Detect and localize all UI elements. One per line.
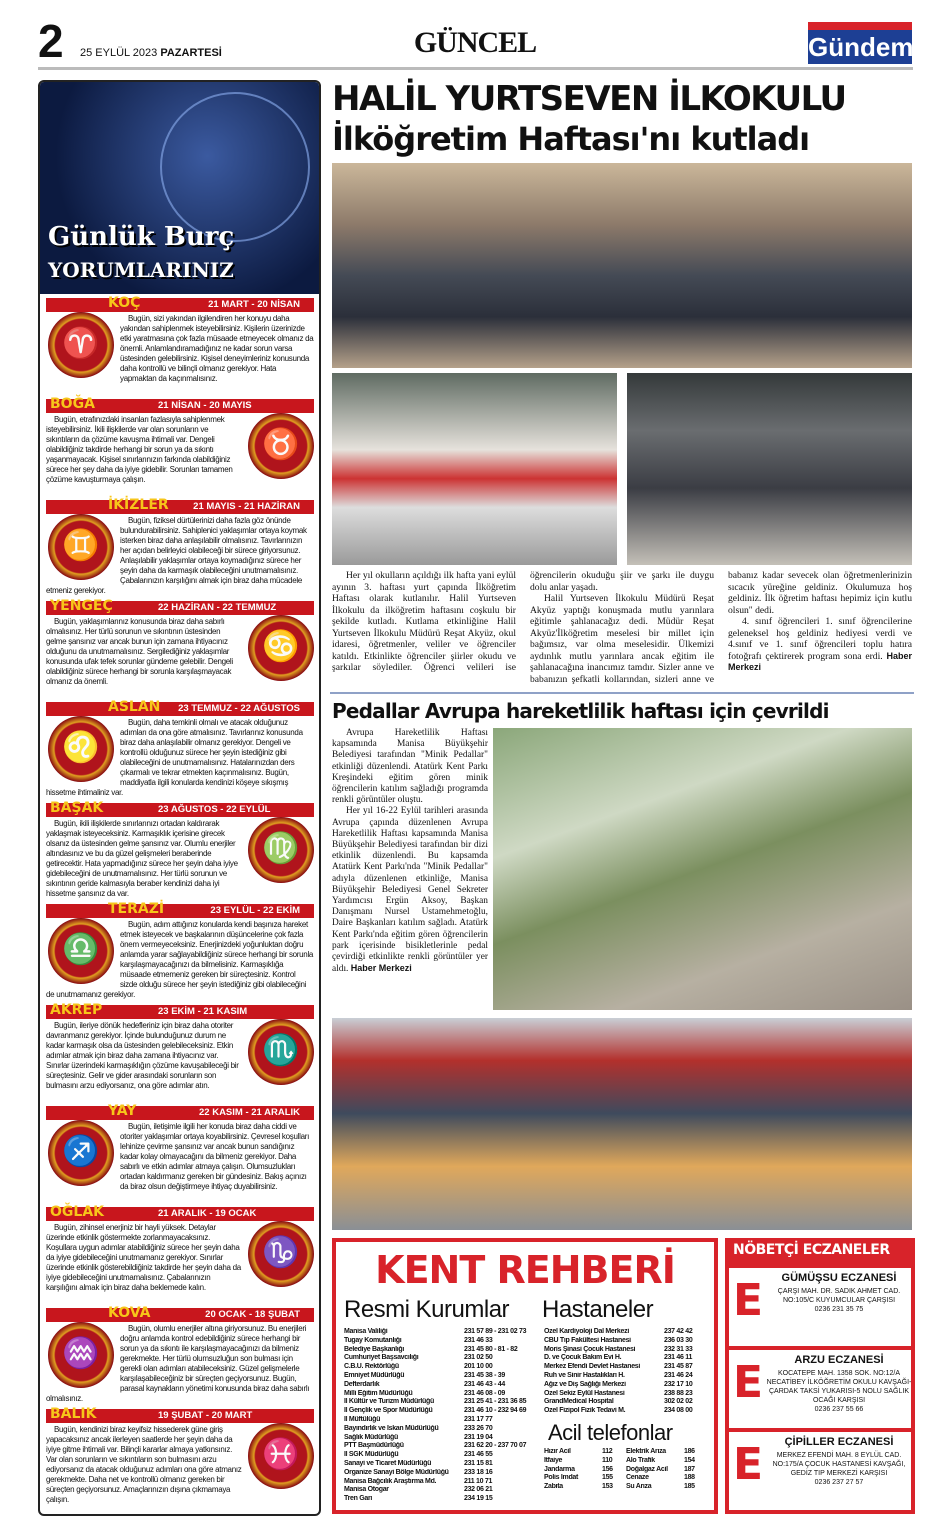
emergency-name: Zabıta: [544, 1483, 563, 1491]
sign-name: ASLAN: [108, 699, 161, 715]
sign-reading: Bugün, yaklaşımlarınız konusunda biraz daha sabırlı olmalısınız. Her türlü sorunun ve sıkıntının üstesinden gelme şansınız var ancak bunun için zamana ihtiyacınız olduğunu da unutmamalısınız. Sergilediğiniz yaklaşımlar konusunda ufak tefek sorunlar gündeme gelebilir. Dengeli olabildiğiniz sürece herhangi bir sorunla karşılaşmayacak olmanız da önemli.: [46, 617, 233, 686]
official-institutions-title: Resmi Kurumlar: [344, 1296, 510, 1323]
sign-body: [46, 415, 314, 485]
sign-reading: Bugün, zihinsel enerjiniz bir hayli yüksek. Detaylar üzerinde etkinlik göstermekte zorlanmayacaksınız. Koşullara uygun adımlar atabildiğiniz sürece her şeyin daha da iyiye gidebileceğini unutmamanız gerekiyor. Sınırlar üzerinde etkinlik gösterebildiğiniz takdirde her şeyin daha da iyiye gidebileceğini unutmamalısınız. Çabalarınızın karşılığını almak için biraz daha beklemede kalın.: [46, 1223, 241, 1292]
section-title: GÜNCEL: [413, 26, 537, 59]
directory-row: [544, 1398, 712, 1407]
zodiac-sign-icon: ♌: [48, 716, 114, 782]
emergency-title: Acil telefonlar: [548, 1420, 673, 1445]
sign-body: [46, 1122, 314, 1192]
sign-reading: Bugün, olumlu enerjiler altına giriyorsunuz. Bu enerjileri doğru anlamda kontrol edebildiğiniz sürece herhangi bir sorun ya da sıkıntı ile karşılaşmayacağınızı da bilmeniz gerekmekte. Her türlü olumsuzluğun son bulması için gerekli olan adımları atabileceksiniz. Güzel gelişmelerle karşılaşabileceğiniz bir süreçten geçiyorsunuz. Bugün, parasal kaynakların yönetimi konusunda biraz daha sabırlı olmalısınız.: [46, 1324, 310, 1403]
horoscope-sign: [46, 901, 314, 1005]
directory-phone: 201 10 00: [464, 1363, 493, 1371]
emergency-row: [626, 1457, 708, 1466]
sign-name: İKİZLER: [108, 497, 169, 513]
directory-name: CBÜ Tıp Fakültesi Hastanesi: [544, 1336, 631, 1344]
sign-date-range: 22 KASIM - 21 ARALIK: [199, 1107, 300, 1118]
directory-row: [344, 1407, 540, 1416]
directory-name: Emniyet Müdürlüğü: [344, 1371, 405, 1379]
zodiac-wheel-icon: [160, 92, 310, 242]
directory-name: Sanayi ve Ticaret Müdürlüğü: [344, 1459, 432, 1467]
directory-phone: 211 10 71: [464, 1477, 493, 1485]
directory-name: Manisa Otogar: [344, 1486, 389, 1494]
sign-date-range: 23 TEMMUZ - 22 AĞUSTOS: [178, 703, 300, 714]
emergency-number: 112: [602, 1448, 613, 1455]
emergency-row: [544, 1466, 626, 1475]
article1-paragraph: 4. sınıf öğrencileri 1. sınıf öğrencilerine geleneksel hoş geldiniz hediyesi verdi ve 4.sınıf ve 1. sınıf öğrencileri toplu hatıra fotoğrafı çektirerek program sona erdi.: [728, 616, 912, 662]
directory-row: [344, 1346, 540, 1355]
zodiac-sign-icon: ♊: [48, 514, 114, 580]
sign-reading: Bugün, iletişimle ilgili her konuda biraz daha ciddi ve otoriter yaklaşımlar ortaya koyabilirsiniz. Çevresel koşulları lehinize çevirme şansınız var ancak bunun sandığınız kadar kolay olmayacağını da bilmeniz gerekiyor. Daha sabırlı ve etkin adımlar atmaya çalışın. Olumsuzlukları ortadan kaldırmanız gereken bir gündesiniz. Bakış açınızı da biraz olsun değiştirmeye ihtiyaç duyabilirsiniz.: [120, 1122, 310, 1191]
directory-name: Bayındırlık ve İskan Müdürlüğü: [344, 1424, 439, 1432]
zodiac-sign-icon: ♈: [48, 312, 114, 378]
pharmacy-name: ÇİPİLLER ECZANESİ: [784, 1436, 894, 1448]
article1-signature: Haber Merkezi: [728, 650, 913, 672]
emergency-row: [544, 1483, 626, 1492]
emergency-number: 188: [684, 1474, 695, 1482]
pharmacy-card: [729, 1268, 911, 1346]
directory-row: [544, 1390, 712, 1399]
sign-name: KOVA: [108, 1305, 151, 1321]
horoscope-sign: [46, 295, 314, 399]
weekday: PAZARTESİ: [160, 47, 222, 59]
city-guide: [332, 1238, 718, 1514]
emergency-name: Hızır Acil: [544, 1448, 571, 1455]
pharmacy-name: GÜMÜŞSU ECZANESİ: [781, 1272, 897, 1284]
directory-phone: 231 46 24: [664, 1371, 693, 1379]
emergency-row: [544, 1457, 626, 1466]
directory-row: [544, 1337, 712, 1346]
city-guide-title: KENT REHBERİ: [375, 1248, 675, 1292]
directory-name: GrandMedical Hospital: [544, 1398, 614, 1406]
sign-name: YAY: [108, 1103, 137, 1119]
horoscope-sign: [46, 699, 314, 803]
emergency-number: 156: [602, 1465, 613, 1473]
directory-phone: 231 02 50: [464, 1354, 493, 1362]
directory-row: [344, 1328, 540, 1337]
directory-phone: 236 03 30: [664, 1336, 693, 1344]
directory-name: Sağlık Müdürlüğü: [344, 1433, 398, 1441]
official-institutions-list: [344, 1328, 540, 1504]
zodiac-sign-icon: ♎: [48, 918, 114, 984]
directory-row: [344, 1495, 540, 1504]
sign-name: YENGEÇ: [50, 598, 113, 614]
directory-phone: 231 46 43 - 44: [464, 1380, 505, 1388]
zodiac-sign-icon: ♒: [48, 1322, 114, 1388]
pharmacy-name: ARZU ECZANESİ: [794, 1354, 884, 1366]
pharmacy-address-text: ÇARŞI MAH. DR. SADIK AHMET CAD. NO:105/C KUYUMCULAR ÇARŞISI: [777, 1288, 901, 1304]
pharmacy-address-text: MERKEZ EFENDİ MAH. 8 EYLÜL CAD. NO:175/A ÇOCUK HASTANESİ KAVŞAĞI, GEDİZ TIP MERKEZİ KARŞISI: [772, 1452, 906, 1477]
directory-name: Cumhuriyet Başsavcılığı: [344, 1354, 419, 1362]
article1-text: [332, 570, 912, 688]
directory-name: Özel Sekiz Eylül Hastanesi: [544, 1389, 625, 1397]
cycling-event-group-photo: [332, 1018, 912, 1230]
sign-name: TERAZİ: [108, 901, 165, 917]
emergency-name: Doğalgaz Acil: [626, 1465, 668, 1473]
sign-reading: Bugün, ikili ilişkilerde sınırlarınızı ortadan kaldırarak yaklaşmak isteyeceksiniz. Karmaşıklık içerisine girecek olsanız da üstesinden gelme şansınız var. Olumlu enerjiler altındasınız ve bu da güzel gelişmeleri beraberinde getirecektir. Hata yapmadığınız sürece her şeyin daha iyiye gidebileceğini de unutmamalısınız. Her türlü sorunun ve sıkıntının geride kalmasıyla beraber kendinizi daha iyi hissetme şansınız da var.: [46, 819, 238, 898]
directory-phone: 302 02 02: [664, 1398, 693, 1406]
article2-signature: Haber Merkezi: [350, 963, 412, 974]
directory-name: Tren Garı: [344, 1495, 373, 1503]
zodiac-sign-icon: ♓: [248, 1423, 314, 1489]
directory-name: Merkez Efendi Devlet Hastanesi: [544, 1363, 641, 1371]
directory-phone: 233 26 70: [464, 1424, 493, 1432]
horoscope-sign: [46, 497, 314, 601]
emergency-number: 185: [684, 1483, 695, 1491]
directory-name: Belediye Başkanlığı: [344, 1345, 405, 1353]
horoscope-sign: [46, 1103, 314, 1207]
pharmacy-address: [765, 1451, 913, 1487]
zodiac-sign-icon: ♑: [248, 1221, 314, 1287]
directory-phone: 232 17 10: [664, 1380, 693, 1388]
emergency-row: [544, 1448, 626, 1457]
sign-reading: Bugün, ileriye dönük hedefleriniz için biraz daha otoriter davranmanız gerekiyor. İçinde bulunduğunuz durum ne kadar karmaşık olsa da üstesinden gelebileceksiniz. Etkin adımlar atmak için biraz daha zamana ihtiyacınız var. Sınırlar üzerindeki karmaşıklığın çözüme kavuşabileceği bir süreçtesiniz. Gelir ve gider arasındaki sorunların son bulmasını arzu ediyorsanız, ona göre adımlar atın.: [46, 1021, 239, 1090]
directory-phone: 231 25 41 - 231 36 85: [464, 1398, 527, 1406]
horoscope-sign: [46, 1204, 314, 1308]
sign-body: [46, 314, 314, 384]
zodiac-sign-icon: ♐: [48, 1120, 114, 1186]
directory-name: Ağız ve Diş Sağlığı Merkezi: [544, 1380, 626, 1388]
sign-reading: Bugün, fiziksel dürtülerinizi daha fazla göz önünde bulundurabilirsiniz. Sahiplenici yaklaşımlar ortaya koymak isterken biraz daha anlaşılabilir olmalısınız. Tavırlarınızın her açıdan belirleyici olabileceği bir sürece giriyorsunuz. Anlaşılabilir yaklaşımlar ortaya koymadığınız sürece her şeyin daha da karmaşık olabileceğini unutmamalısınız. Çabalarınızın karşılığını almak için biraz daha mücadele etmeniz gerekiyor.: [46, 516, 307, 595]
directory-row: [344, 1363, 540, 1372]
directory-name: Tugay Komutanlığı: [344, 1336, 402, 1344]
directory-name: Ruh ve Sinir Hastalıkları H.: [544, 1371, 625, 1379]
article2-headline: Pedallar Avrupa hareketlilik haftası için çevrildi: [332, 699, 829, 723]
pharmacy-e-icon: E: [733, 1439, 764, 1490]
emergency-name: Elektrik Arıza: [626, 1448, 666, 1455]
sign-body: [46, 1425, 314, 1505]
sign-name: BAŞAK: [50, 800, 104, 816]
directory-phone: 231 57 89 - 231 02 73: [464, 1328, 527, 1335]
sign-date-range: 19 ŞUBAT - 20 MART: [158, 1410, 253, 1421]
directory-row: [344, 1398, 540, 1407]
horoscope-sign: [46, 396, 314, 500]
article1-paragraph: Halil Yurtseven İlkokulu Müdürü Reşat Akyüz yaptığı konuşmada mutlu yarınlara eğitimle şahlanacağız dedi. Müdür Reşat Akyüz'İlköğretim meselesi bir millet için bağımsız, var olma meselesidir. Ülkemizi aydınlık mutlu yarınlara ancak eğitim ile şahlanacağına inancımız tamdır. Sizler anne ve babanızın şefkatli kollarından, sizleri anne ve babanız kadar sevecek olan öğretmenlerinizin sıcacık yüreğine geldiniz. Okulumuza hoş geldiniz. İlk öğretim haftası hepimiz için kutlu olsun" dedi.: [530, 570, 912, 685]
directory-phone: 238 88 23: [664, 1389, 693, 1397]
directory-row: [344, 1390, 540, 1399]
article-divider: [330, 692, 914, 694]
directory-row: [344, 1354, 540, 1363]
directory-name: PTT Başmüdürlüğü: [344, 1442, 404, 1450]
sign-date-range: 23 EKİM - 21 KASIM: [158, 1006, 248, 1017]
directory-name: Özel Kardiyoloji Dal Merkezi: [544, 1328, 629, 1335]
article2-paragraph-last: [332, 806, 488, 975]
pharmacy-address: [765, 1287, 913, 1314]
emergency-row: [626, 1474, 708, 1483]
directory-name: İl Gençlik ve Spor Müdürlüğü: [344, 1407, 433, 1415]
article2-paragraph: Avrupa Hareketlilik Haftası kapsamında Manisa Büyükşehir Belediyesi tarafından "Minik Pedallar" etkinliği düzenlendi. Atatürk Kent Parkı Kreşindeki eğitim gören minik öğrencilerin katılım sağladığı programda renkli görüntüler oluştu.: [332, 728, 488, 806]
directory-row: [344, 1381, 540, 1390]
sign-date-range: 21 NİSAN - 20 MAYIS: [158, 400, 252, 411]
directory-name: İl Müftülüğü: [344, 1415, 381, 1423]
newspaper-logo: Gündem: [808, 22, 912, 64]
pharmacies-title: NÖBETÇİ ECZANELER: [733, 1242, 890, 1258]
sign-body: [46, 819, 314, 899]
sign-date-range: 23 AĞUSTOS - 22 EYLÜL: [158, 804, 271, 815]
pharmacy-e-icon: E: [733, 1357, 764, 1408]
horoscope-subtitle: YORUMLARINIZ: [48, 258, 234, 282]
directory-row: [544, 1328, 712, 1337]
directory-row: [544, 1381, 712, 1390]
directory-phone: 231 17 77: [464, 1415, 493, 1423]
pharmacy-phone: 0236 237 27 57: [814, 1479, 864, 1486]
sign-name: BOĞA: [50, 396, 95, 412]
pharmacy-card: [729, 1350, 911, 1428]
directory-phone: 234 19 15: [464, 1495, 493, 1503]
emergency-name: Cenaze: [626, 1474, 649, 1482]
sign-name: AKREP: [50, 1002, 103, 1018]
horoscope-sign: [46, 1002, 314, 1106]
school-ceremony-photo: [332, 373, 617, 565]
sign-body: [46, 1223, 314, 1293]
sign-date-range: 20 OCAK - 18 ŞUBAT: [205, 1309, 300, 1320]
page-number: 2: [38, 15, 64, 67]
directory-phone: 234 08 00: [664, 1407, 693, 1415]
directory-phone: 237 42 42: [664, 1328, 693, 1335]
zodiac-sign-icon: ♉: [248, 413, 314, 479]
emergency-row: [626, 1466, 708, 1475]
sign-name: KOÇ: [108, 295, 141, 311]
directory-row: [544, 1354, 712, 1363]
directory-name: İl SGK Müdürlüğü: [344, 1451, 399, 1459]
directory-row: [344, 1416, 540, 1425]
directory-row: [544, 1407, 712, 1416]
directory-phone: 231 15 81: [464, 1459, 493, 1467]
directory-row: [344, 1460, 540, 1469]
directory-row: [544, 1346, 712, 1355]
sign-reading: Bugün, sizi yakından ilgilendiren her konuyu daha yakından sahiplenmek isteyebilirsiniz. Kişilerin üzerinizde etki yaratmasına çok fazla müsaade etmeyecek olmanız da önemli. Anlamlandıramadığınız ne kadar sorun varsa üstesinden gelebilirsiniz. Kişisel deneyimleriniz konusunda daha kontrollü ve bilinçli olmanız gerekiyor. Hata yapmaktan da kaçınmalısınız.: [120, 314, 314, 383]
sign-body: [46, 718, 314, 798]
directory-name: Manisa Bağcılık Araştırma Md.: [344, 1477, 437, 1485]
pharmacy-address-text: KOCATEPE MAH. 1358 SOK. NO:12/A NECATİBEY İLKÖĞRETİM OKULU KAVŞAĞI-ÇARDAK TAKSİ YUKARISI-5 NOLU SAĞLIK OCAĞI KARŞISI: [766, 1370, 912, 1404]
horoscope-panel: [38, 80, 321, 1516]
directory-phone: 231 45 38 - 39: [464, 1371, 505, 1379]
article1-paragraph: Her yıl okulların açıldığı ilk hafta yani eylül ayının 3. haftası yurt çapında İlköğretim Haftası olarak kutlanılır. Halil Yurtseven İlkokulu da ilköğretim haftasını coşkulu bir şekilde kutladı. Kutlama etkinliğine Halil Yurtseven İlkokulu Müdürü Reşat Akyüz, okul idaresi, öğretmenler, veliler ve öğrenciler katıldı. Etkinlikte öğrenciler şiirler okudu ve şarkılar söylediler. Öğrenci velileri ise öğrencilerin okuduğu şiir ve şarkı ile duygu dolu anlar yaşadı.: [332, 570, 714, 673]
header-rule: [38, 67, 913, 70]
emergency-row: [626, 1448, 708, 1457]
directory-row: [344, 1425, 540, 1434]
directory-phone: 231 46 08 - 09: [464, 1389, 505, 1397]
date-text: 25 EYLÜL 2023: [80, 47, 158, 59]
article1-headline: HALİL YURTSEVEN İLKOKULU: [332, 79, 846, 119]
directory-phone: 232 31 33: [664, 1345, 693, 1353]
emergency-name: İtfaiye: [544, 1456, 563, 1464]
article1-paragraph-last: [728, 616, 912, 674]
sign-body: [46, 920, 314, 1000]
hospitals-title: Hastaneler: [542, 1296, 654, 1323]
sign-body: [46, 617, 314, 687]
article2-text: [332, 728, 488, 975]
pharmacy-phone: 0236 237 55 66: [814, 1406, 864, 1413]
students-reading-photo: [627, 373, 912, 565]
sign-reading: Bugün, daha temkinli olmalı ve atacak olduğunuz adımları da ona göre atmalısınız. Tavırlarınız konusunda biraz daha anlaşılabilir olmanız gerekiyor. Dengeli ve kontrollü olduğunuz sürece her şeyin istediğiniz gibi olabileceğini de unutmamalısınız. Hatalarınızdan ders çıkarmalı ve tekrar etmekten kaçınmalısınız. Bugün, maddiyatla ilgili konularda kendinizi köşeye sıkışmış hissetme ihtimaliniz var.: [46, 718, 303, 797]
article1-subheadline: İlköğretim Haftası'nı kutladı: [332, 120, 810, 158]
emergency-number: 155: [602, 1474, 613, 1482]
sign-date-range: 21 ARALIK - 19 OCAK: [158, 1208, 257, 1219]
emergency-name: Jandarma: [544, 1465, 575, 1473]
sign-name: OĞLAK: [50, 1204, 104, 1220]
directory-name: İl Kültür ve Turizm Müdürlüğü: [344, 1398, 434, 1406]
emergency-number: 153: [602, 1483, 613, 1491]
directory-phone: 231 19 04: [464, 1433, 493, 1441]
horoscope-title: Günlük Burç: [48, 222, 235, 252]
emergency-number: 110: [602, 1456, 613, 1464]
directory-phone: 232 06 21: [464, 1486, 493, 1494]
horoscope-sign: [46, 1406, 314, 1510]
emergency-name: Su Arıza: [626, 1483, 652, 1491]
directory-row: [344, 1486, 540, 1495]
emergency-list: [544, 1448, 708, 1492]
directory-row: [344, 1442, 540, 1451]
sign-reading: Bugün, etrafınızdaki insanları fazlasıyla sahiplenmek isteyebilirsiniz. İkili ilişkilerde var olan sorunların ve sıkıntıların da çözüme kavuşma ihtimali var. Dengeli olabildiğiniz takdirde herhangi bir sorun ya da sıkıntı yaşanmayacak. Kişisel sınırlarınızın farkında olabildiğiniz sürece her şey daha da iyiye gidebilir. Sorunları tamamen çözüme kavuşturmaya çalışın.: [46, 415, 233, 484]
sign-date-range: 22 HAZİRAN - 22 TEMMUZ: [158, 602, 277, 613]
sign-name: BALIK: [50, 1406, 97, 1422]
directory-phone: 231 46 33: [464, 1336, 493, 1344]
directory-row: [344, 1451, 540, 1460]
horoscope-banner: [40, 82, 319, 294]
pharmacy-phone: 0236 231 35 75: [814, 1306, 864, 1313]
directory-phone: 231 45 80 - 81 - 82: [464, 1345, 518, 1353]
sign-date-range: 23 EYLÜL - 22 EKİM: [210, 905, 300, 916]
pharmacy-address: [765, 1369, 913, 1414]
directory-row: [344, 1337, 540, 1346]
directory-phone: 231 62 20 - 237 70 07: [464, 1442, 527, 1450]
emergency-number: 186: [684, 1448, 695, 1455]
directory-name: Defterdarlık: [344, 1380, 380, 1388]
directory-name: Milli Eğitim Müdürlüğü: [344, 1389, 413, 1397]
emergency-number: 187: [684, 1465, 695, 1473]
zodiac-sign-icon: ♏: [248, 1019, 314, 1085]
directory-name: D. ve Çocuk Bakım Evi H.: [544, 1354, 622, 1362]
pharmacies-on-duty: [725, 1238, 915, 1514]
sign-date-range: 21 MART - 20 NİSAN: [208, 299, 300, 310]
directory-name: C.B.Ü. Rektörlüğü: [344, 1363, 399, 1371]
zodiac-sign-icon: ♍: [248, 817, 314, 883]
children-cycling-photo: [493, 728, 912, 1010]
directory-phone: 233 18 16: [464, 1468, 493, 1476]
sign-date-range: 21 MAYIS - 21 HAZİRAN: [193, 501, 300, 512]
school-group-photo: [332, 163, 912, 368]
pharmacy-card: [729, 1432, 911, 1510]
directory-name: Moris Şinasi Çocuk Hastanesi: [544, 1345, 636, 1353]
pharmacy-e-icon: E: [733, 1275, 764, 1326]
emergency-row: [544, 1474, 626, 1483]
horoscope-sign: [46, 598, 314, 702]
emergency-name: Polis İmdat: [544, 1474, 579, 1482]
sign-body: [46, 1021, 314, 1091]
directory-row: [544, 1372, 712, 1381]
directory-name: Manisa Valiliği: [344, 1328, 388, 1335]
directory-phone: 231 46 55: [464, 1451, 493, 1459]
directory-row: [344, 1372, 540, 1381]
directory-name: Özel Fizipol Fizik Tedavi M.: [544, 1407, 626, 1415]
directory-phone: 231 45 87: [664, 1363, 693, 1371]
horoscope-sign: [46, 800, 314, 904]
directory-row: [344, 1478, 540, 1487]
sign-reading: Bugün, adım attığınız konularda kendi başınıza hareket etmek isteyecek ve başkalarının düşüncelerine çok fazla önem vermeyeceksiniz. Enerjinizdeki yoğunluktan doğru anlamda yarar sağlayabildiğiniz sürece herhangi bir sorunla karşılaşmayacağınızı da bilmelisiniz. Karmaşıklığa müsaade etmemeniz gereken bir süreçtesiniz. Kontrol sizde olduğu sürece her şeyin istediğiniz gibi olabileceğini de unutmamanız gerekiyor.: [46, 920, 314, 999]
horoscope-sign: [46, 1305, 314, 1409]
directory-row: [344, 1434, 540, 1443]
hospitals-list: [544, 1328, 712, 1416]
article2-paragraph: Her yıl 16-22 Eylül tarihleri arasında Avrupa çapında düzenlenen Avrupa Hareketlilik Haftası kapsamında Manisa Büyükşehir Belediyesi tarafından bir dizi etkinlik düzenlendi. Bu kapsamda Atatürk Kent Parkı'nda "Minik Pedallar" adıyla düzenlenen etkinliğe, Manisa Büyükşehir Belediyesi Genel Sekreter Yardımcısı Ergün Aksoy, Başkan Danışmanı Nursel Ustamehmetoğlu, Daire Başkanları katılım sağladı. Atatürk Kent Parkı'nda eğitim gören öğrencilerin park içerisinde bisikletlerinle pedal çevirdiği etkinlikte renkli görüntüler yer aldı.: [332, 806, 488, 975]
directory-row: [344, 1469, 540, 1478]
directory-phone: 231 46 10 - 232 94 69: [464, 1407, 527, 1415]
emergency-number: 154: [684, 1456, 695, 1464]
zodiac-sign-icon: ♋: [248, 615, 314, 681]
directory-phone: 231 46 11: [664, 1354, 693, 1362]
sign-body: [46, 1324, 314, 1404]
directory-row: [544, 1363, 712, 1372]
directory-name: Organize Sanayi Bölge Müdürlüğü: [344, 1468, 449, 1476]
sign-reading: Bugün, kendinizi biraz keyifsiz hissederek güne giriş yapacaksınız ancak ilerleyen saatlerde her şeyin daha da iyiye gitme ihtimali var. Bilinçli kararlar almaya yatkınsınız. Var olan sorunların ve sıkıntıların son bulmasını arzu ediyorsanız da atacak olduğunuz adımları ona göre atmanız gerekmekte. Daha net ve kontrollü olmanız gereken bir süreçten geçiyorsunuz. Amaçlarınızın dışına çıkmamaya çalışın.: [46, 1425, 242, 1504]
emergency-row: [626, 1483, 708, 1492]
emergency-name: Alo Trafik: [626, 1456, 655, 1464]
sign-body: [46, 516, 314, 596]
